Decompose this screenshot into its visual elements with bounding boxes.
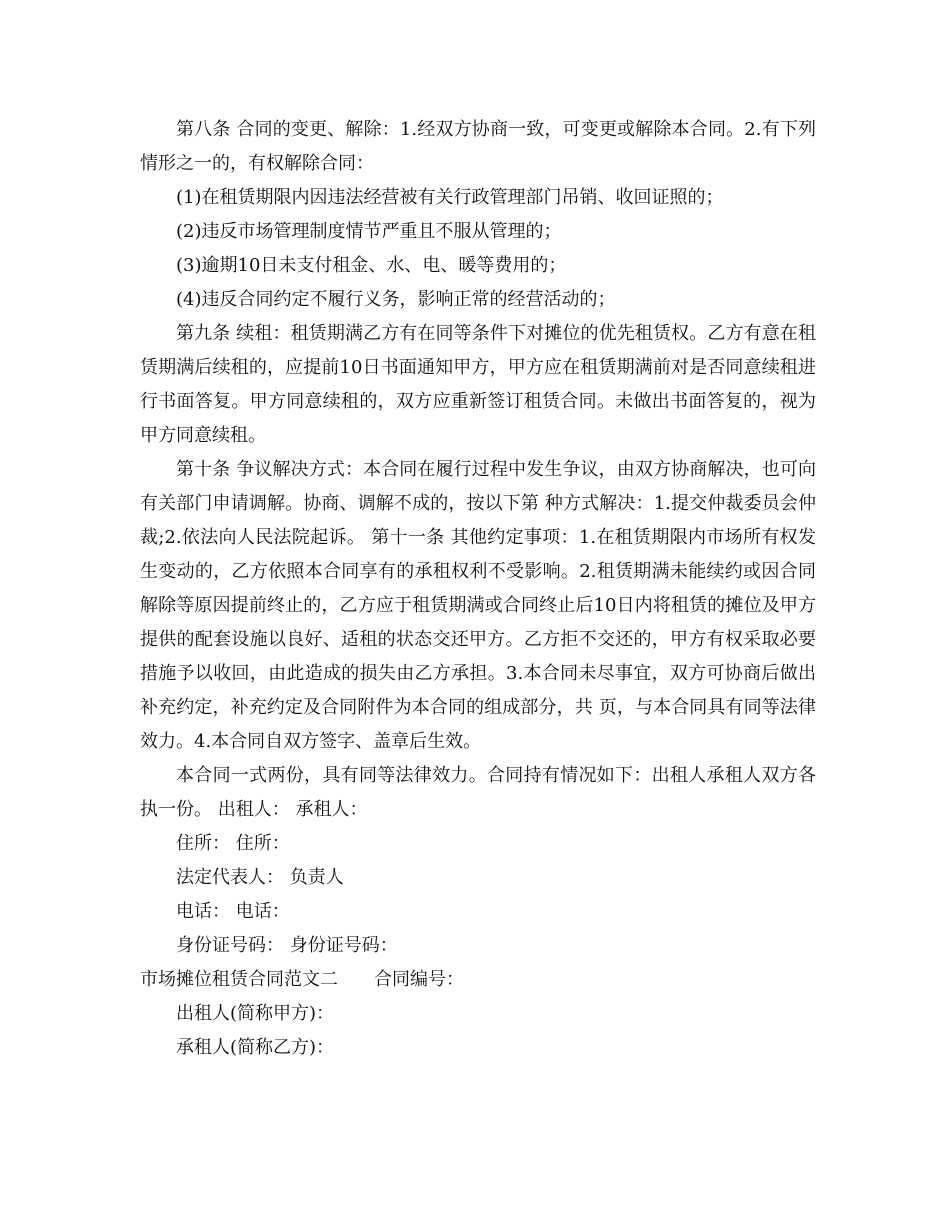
article-9-paragraph: 第九条 续租：租赁期满乙方有在同等条件下对摊位的优先租赁权。乙方有意在租赁期满后续租的，应提前10日书面通知甲方，甲方应在租赁期满前对是否同意续租进行书面答复。甲方同意续租的，双方应重新签订租赁合同。未做出书面答复的，视为甲方同意续租。 (140, 323, 816, 446)
document-body (140, 113, 816, 1065)
lessor-line: 出租人(简称甲方)： (176, 1003, 335, 1024)
clause-1-paragraph: (1)在租赁期限内因违法经营被有关行政管理部门吊销、收回证照的； (176, 187, 724, 208)
section-title-line: 市场摊位租赁合同范文二 合同编号： (140, 969, 464, 990)
clause-4-paragraph: (4)违反合同约定不履行义务，影响正常的经营活动的； (176, 289, 616, 310)
article-10-11-paragraph: 第十条 争议解决方式：本合同在履行过程中发生争议，由双方协商解决，也可向有关部门申请调解。协商、调解不成的，按以下第 种方式解决：1.提交仲裁委员会仲裁;2.依法向人民法院起诉。 第十一条 其他约定事项：1.在租赁期限内市场所有权发生变动的，乙方依照本合同享有的承租权利不受影响。2.租赁期满未能续约或因合同解除等原因提前终止的，乙方应于租赁期满或合同终止后10日内将租赁的摊位及甲方提供的配套设施以良好、适租的状态交还甲方。乙方拒不交还的，甲方有权采取必要措施予以收回，由此造成的损失由乙方承担。3.本合同未尽事宜，双方可协商后做出补充约定，补充约定及合同附件为本合同的组成部分，共 页，与本合同具有同等法律效力。4.本合同自双方签字、盖章后生效。 (140, 459, 816, 752)
copies-paragraph: 本合同一式两份，具有同等法律效力。合同持有情况如下：出租人承租人双方各执一份。 出租人： 承租人： (140, 765, 816, 820)
article-8-paragraph: 第八条 合同的变更、解除：1.经双方协商一致，可变更或解除本合同。2.有下列情形之一的，有权解除合同： (140, 119, 816, 174)
address-line: 住所： 住所： (176, 833, 290, 854)
clause-2-paragraph: (2)违反市场管理制度情节严重且不服从管理的； (176, 221, 562, 242)
clause-3-paragraph: (3)逾期10日未支付租金、水、电、暖等费用的； (176, 255, 567, 276)
legal-rep-line: 法定代表人： 负责人 (176, 867, 344, 888)
lessee-line: 承租人(简称乙方)： (176, 1037, 335, 1058)
phone-line: 电话： 电话： (176, 901, 290, 922)
id-number-line: 身份证号码： 身份证号码： (176, 935, 398, 956)
